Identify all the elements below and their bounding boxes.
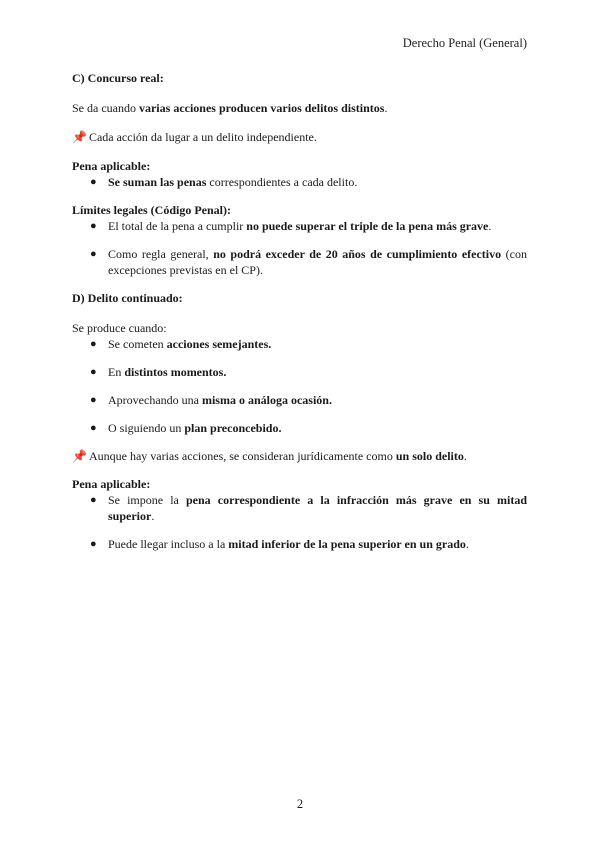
list-item: ● O siguiendo un plan preconcebido. [90,421,282,435]
limites-list [72,218,527,278]
bullet-dot-icon: ● [90,538,97,550]
bullet-dot-icon: ● [90,394,97,406]
condiciones-list [72,336,527,436]
section-heading-delito-continuado: D) Delito continuado: [72,291,183,305]
bullet-dot-icon: ● [90,366,97,378]
concurso-real-note: 📌 Cada acción da lugar a un delito independiente. [72,130,317,144]
concurso-real-intro: Se da cuando varias acciones producen varios delitos distintos. [72,101,388,115]
list-item: ● En distintos momentos. [90,365,227,379]
pena-aplicable-heading-2: Pena aplicable: [72,477,151,491]
list-item: ● Se impone la pena correspondiente a la infracción más grave en su mitad superior. [90,493,527,523]
bullet-dot-icon: ● [90,220,97,232]
pena-list [72,174,527,190]
bullet-dot-icon: ● [90,248,97,260]
bullet-dot-icon: ● [90,494,97,506]
delito-continuado-note: 📌 Aunque hay varias acciones, se consideran jurídicamente como un solo delito. [72,449,467,463]
list-item: ● Aprovechando una misma o análoga ocasión. [90,393,332,407]
delito-continuado-intro: Se produce cuando: [72,321,167,335]
list-item: ● El total de la pena a cumplir no puede superar el triple de la pena más grave. [90,219,492,233]
running-header: Derecho Penal (General) [402,36,527,50]
page-number: 2 [296,797,304,811]
section-heading-concurso-real: C) Concurso real: [72,71,164,85]
bullet-dot-icon: ● [90,338,97,350]
list-item: ● Como regla general, no podrá exceder de 20 años de cumplimiento efectivo (con excepciones previstas en el CP). [90,247,527,277]
page-content [72,70,527,552]
list-item: ● Puede llegar incluso a la mitad inferior de la pena superior en un grado. [90,537,469,551]
pena-list-2 [72,492,527,552]
pushpin-icon: 📌 [72,130,87,144]
list-item: ● Se cometen acciones semejantes. [90,337,272,351]
pena-aplicable-heading: Pena aplicable: [72,159,151,173]
bullet-dot-icon: ● [90,422,97,434]
limites-heading: Límites legales (Código Penal): [72,203,231,217]
list-item: ● Se suman las penas correspondientes a cada delito. [90,175,358,189]
pushpin-icon: 📌 [72,449,87,463]
bullet-dot-icon: ● [90,176,97,188]
